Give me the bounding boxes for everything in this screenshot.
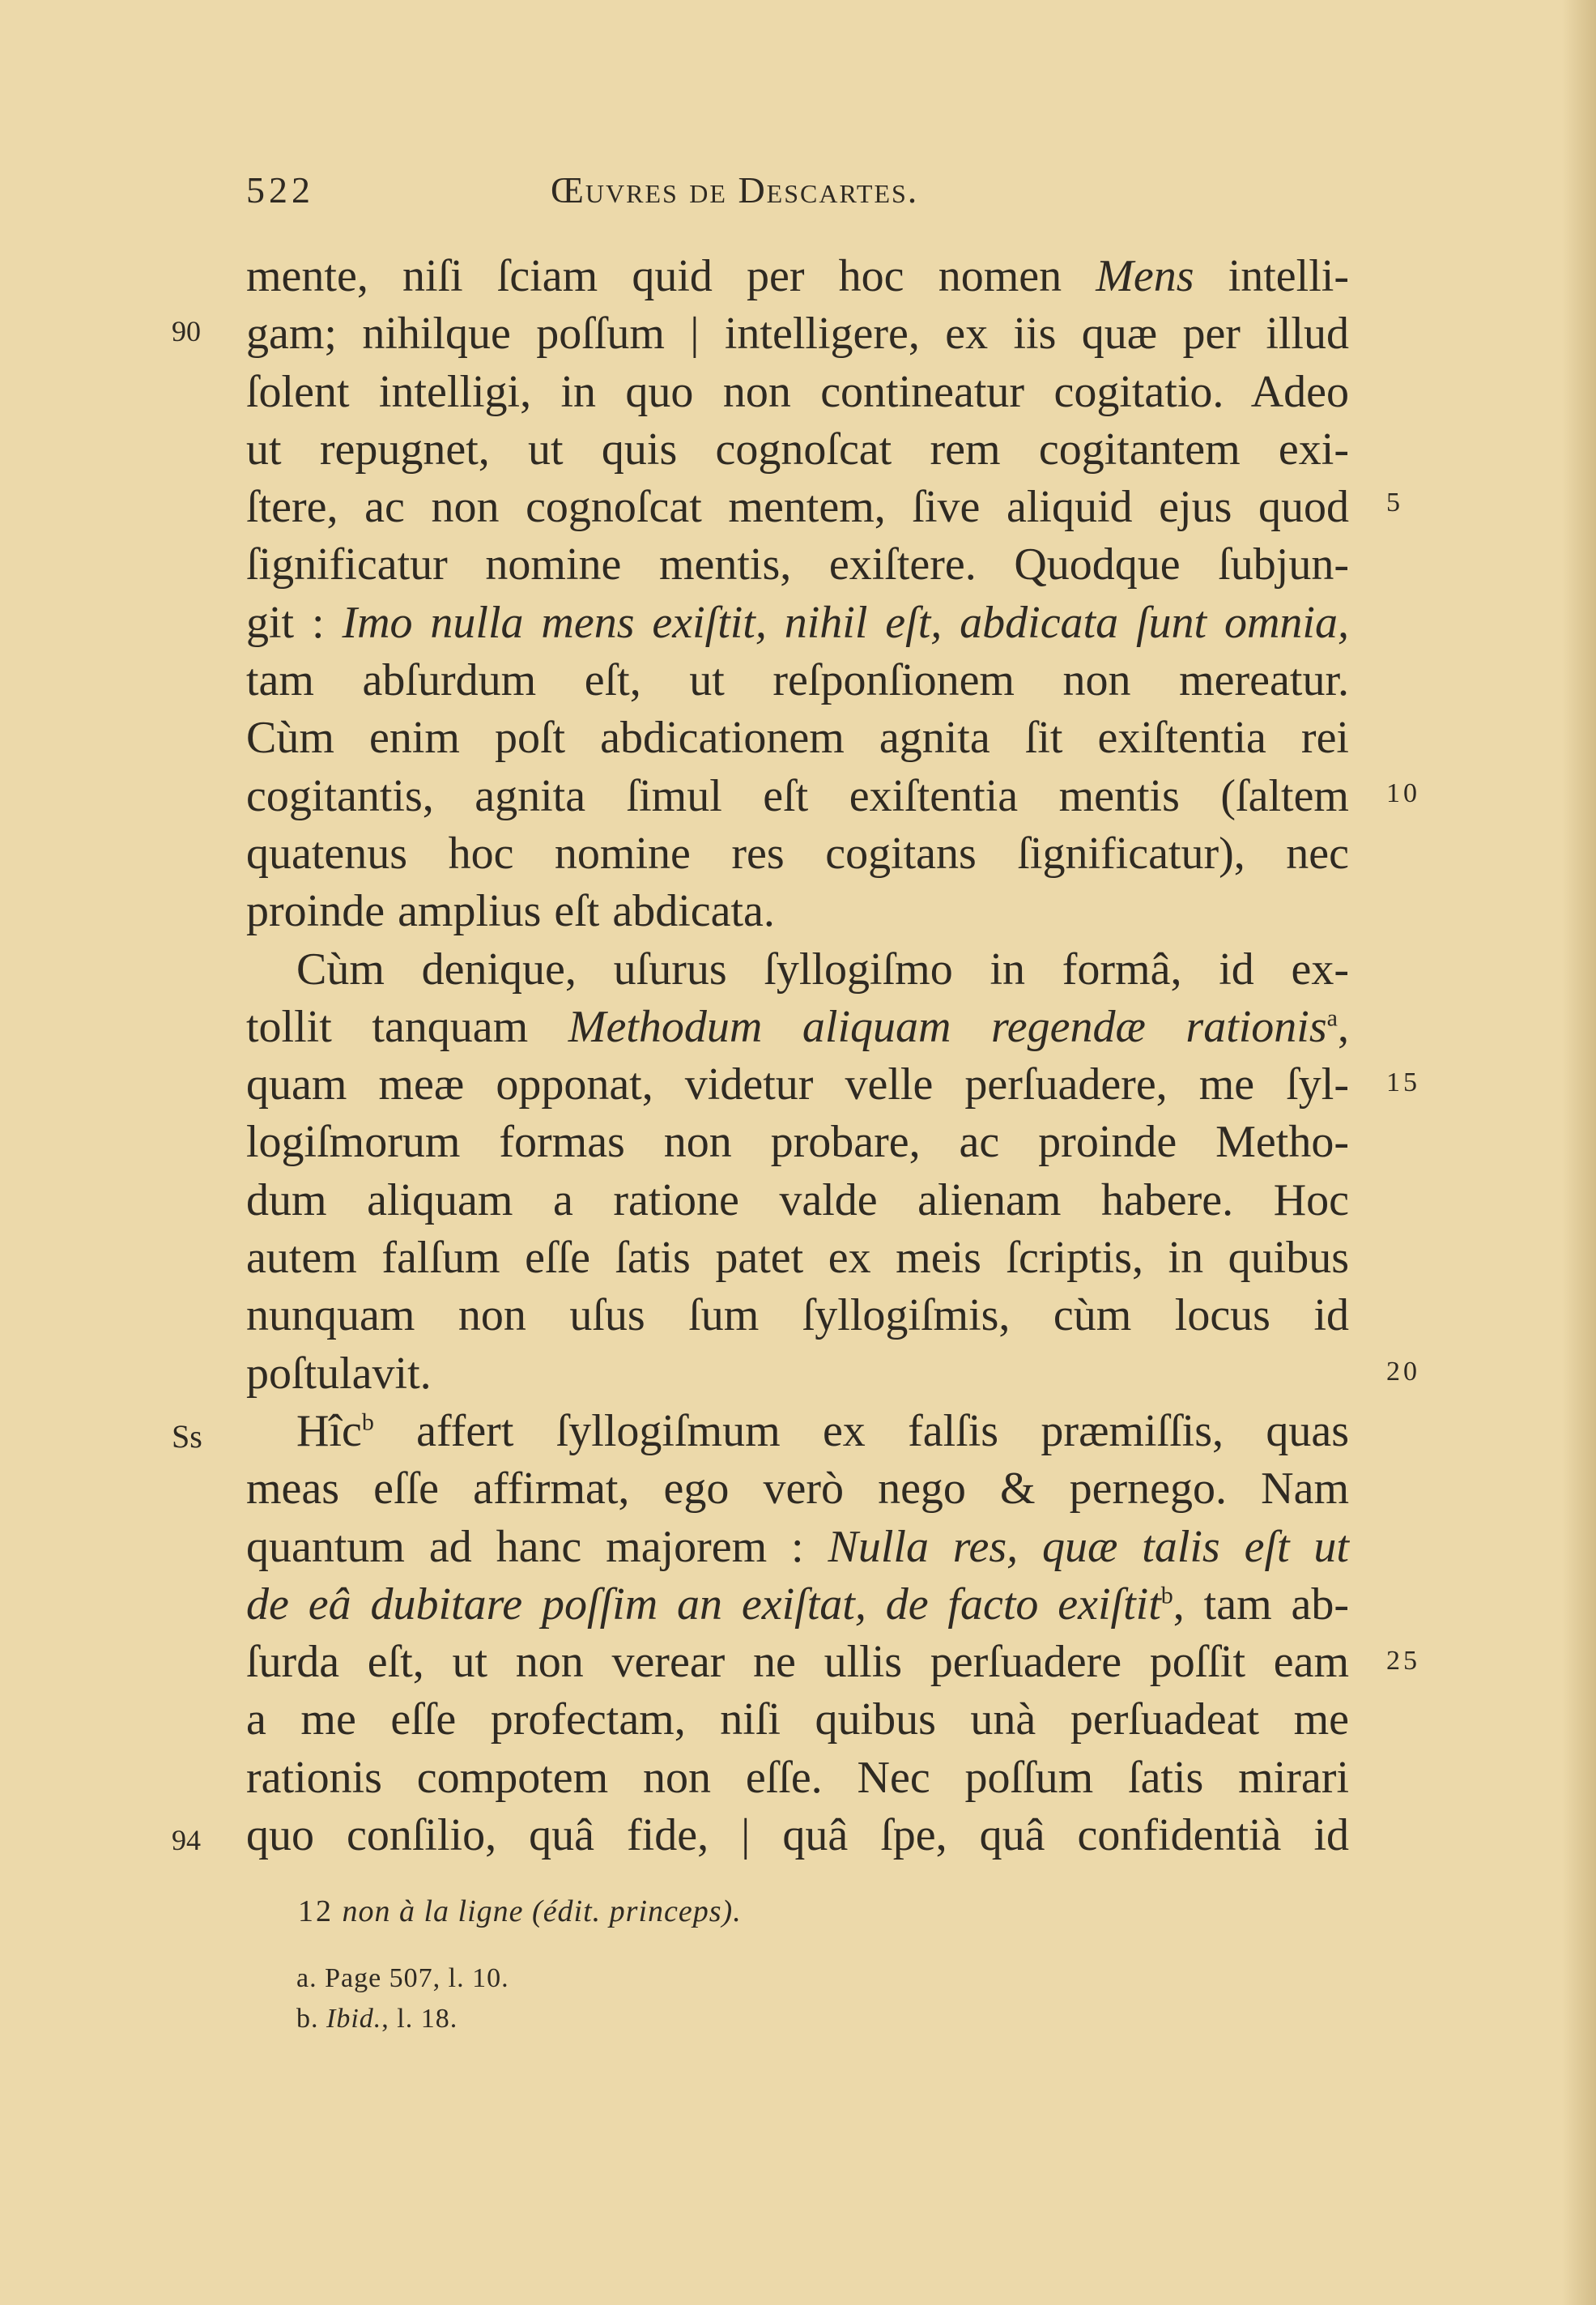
text-line: autem falſum eſſe ſatis patet ex meis ſcriptis, in quibus: [246, 1233, 1349, 1284]
line-number-5: 5: [1386, 488, 1403, 518]
text-line: ſignificatur nomine mentis, exiſtere. Quodque ſubjun-: [246, 539, 1349, 590]
text-line: quantum ad hanc majorem : Nulla res, quæ talis eſt ut: [246, 1521, 1349, 1572]
text-line: tam abſurdum eſt, ut reſponſionem non mereatur.: [246, 655, 1349, 706]
body-text: [246, 248, 1349, 1864]
text-line: meas eſſe affirmat, ego verò nego & pernego. Nam: [246, 1464, 1349, 1515]
text-line: quam meæ opponat, videtur velle perſuadere, me ſyl-: [246, 1059, 1349, 1110]
text-line: logiſmorum formas non probare, ac proinde Metho-: [246, 1117, 1349, 1168]
text-line: a me eſſe profectam, niſi quibus unà perſuadeat me: [246, 1694, 1349, 1745]
text-line: mente, niſi ſciam quid per hoc nomen Mens intelli-: [246, 251, 1349, 301]
line-number-10: 10: [1386, 778, 1420, 808]
text-line: ut repugnet, ut quis cognoſcat rem cogitantem exi-: [246, 424, 1349, 475]
text-line: Cùm enim poſt abdicationem agnita ſit exiſtentia rei: [246, 713, 1349, 764]
page-header: [0, 168, 1596, 217]
page-edge-shadow: [1562, 0, 1596, 2305]
text-line: de eâ dubitare poſſim an exiſtat, de facto exiſtit$^b$, tam ab-: [246, 1579, 1350, 1630]
line-number-25: 25: [1386, 1646, 1420, 1676]
footnote-b: b. Ibid., l. 18.: [296, 2004, 458, 2034]
text-line: git : Imo nulla mens exiſtit, nihil eſt, abdicata ſunt omnia,: [246, 597, 1349, 648]
text-line: poſtulavit.: [246, 1348, 432, 1399]
text-line: quo conſilio, quâ fide, | quâ ſpe, quâ confidentià id: [246, 1810, 1349, 1861]
line-number-20: 20: [1386, 1357, 1420, 1387]
text-line: Cùm denique, uſurus ſyllogiſmo in formâ, id ex-: [296, 944, 1349, 995]
text-line: Hîc$^b$ affert ſyllogiſmum ex falſis præmiſſis, quas: [296, 1405, 1349, 1456]
footnote-a: a. Page 507, l. 10.: [296, 1963, 509, 1993]
text-line: ſtere, ac non cognoſcat mentem, ſive aliquid ejus quod: [246, 482, 1349, 533]
text-line: dum aliquam a ratione valde alienam habere. Hoc: [246, 1174, 1349, 1225]
text-line: nunquam non uſus ſum ſyllogiſmis, cùm locus id: [246, 1290, 1349, 1341]
text-line: ſurda eſt, ut non verear ne ullis perſuadere poſſit eam: [246, 1637, 1349, 1688]
variant-note: 12 non à la ligne (édit. princeps).: [298, 1894, 742, 1928]
text-line: cogitantis, agnita ſimul eſt exiſtentia mentis (ſaltem: [246, 770, 1349, 821]
margin-mark-90: 90: [172, 315, 201, 347]
line-number-15: 15: [1386, 1067, 1420, 1097]
text-line: ſolent intelligi, in quo non contineatur cogitatio. Adeo: [246, 366, 1349, 417]
text-line: rationis compotem non eſſe. Nec poſſum ſatis mirari: [246, 1752, 1349, 1803]
text-line: gam; nihilque poſſum | intelligere, ex iis quæ per illud: [246, 309, 1349, 360]
text-line: quatenus hoc nomine res cogitans ſignificatur), nec: [246, 828, 1349, 879]
running-title: Œuvres de Descartes.: [551, 169, 919, 211]
page-number: 522: [246, 169, 314, 211]
margin-mark-ss: Ss: [172, 1418, 202, 1455]
margin-mark-94: 94: [172, 1824, 201, 1856]
text-line: proinde amplius eſt abdicata.: [246, 886, 775, 937]
text-line: tollit tanquam Methodum aliquam regendæ rationis$^a$,: [246, 1001, 1349, 1052]
